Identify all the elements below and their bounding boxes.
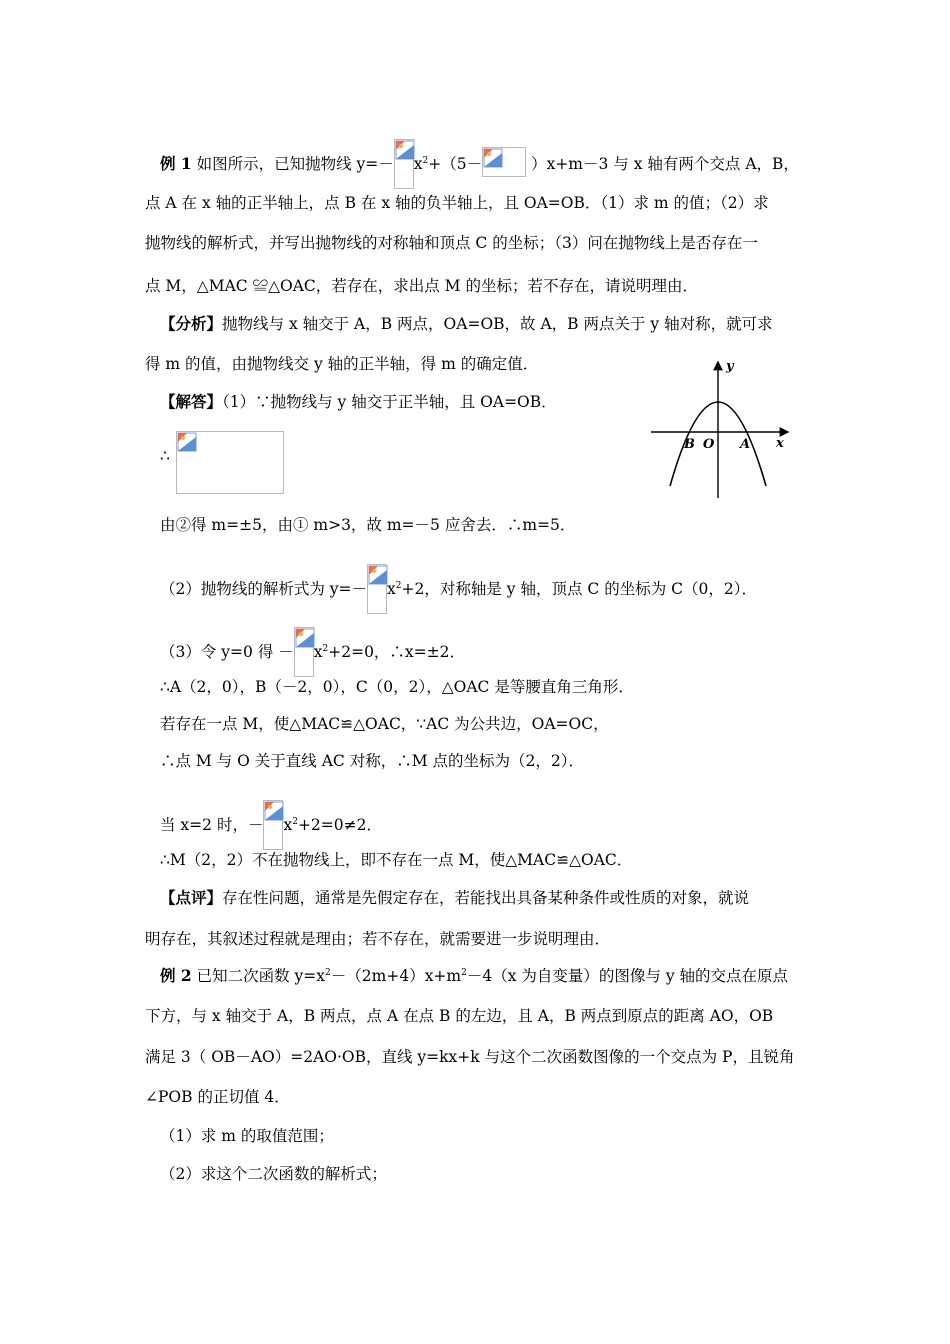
example1-label: 例 1 (160, 154, 192, 173)
analysis-tag: 【分析】 (160, 314, 223, 333)
review-tag: 【点评】 (160, 888, 223, 907)
example2-label: 例 2 (160, 966, 192, 985)
solution-line7: ∴点 M 与 O 关于直线 AC 对称，∴M 点的坐标为（2，2）． (160, 752, 584, 770)
x-axis-label: x (776, 436, 784, 451)
review-line1: 【点评】存在性问题，通常是先假定存在，若能找出具备某种条件或性质的对象，就说 (160, 888, 750, 907)
example2-line1: 例 2 已知二次函数 $y=x^2-(2m+4)x+m^2-4(x$ 为自变量）的图像与 y 轴的交点在原点 (160, 966, 789, 985)
example2-line2: 下方，与 x 轴交于 A，B 两点，点 A 在点 B 的左边，且 A，B 两点到原点的距离 AO，OB (145, 1007, 774, 1025)
analysis-line1: 【分析】抛物线与 x 轴交于 A，B 两点，OA=OB，故 A，B 两点关于 y 轴对称，就可求 (160, 314, 773, 333)
broken-image-icon (482, 147, 526, 177)
point-b-label: B (684, 437, 695, 452)
example2-line3: 满足 3（ OB－AO）=2AO·OB，直线 y=kx+k 与这个二次函数图像的一个交点为 P，且锐角 (145, 1048, 795, 1066)
broken-image-icon (263, 800, 283, 850)
example1-line4: 点 M，△MAC ≌△OAC，若存在，求出点 M 的坐标；若不存在，请说明理由． (145, 277, 698, 295)
example1-line2: 点 A 在 x 轴的正半轴上，点 B 在 x 轴的负半轴上，且 OA=OB．（1）求 m 的值；（2）求 (145, 194, 769, 212)
solution-line8: 当 x=2 时，－ $x^2+2=0\ne 2$． (160, 800, 825, 850)
origin-label: O (703, 437, 715, 452)
example2-question2: （2）求这个二次函数的解析式； (160, 1165, 387, 1183)
solution-line3: （2）抛物线的解析式为 y=－ $x^2+2$，对称轴是 y 轴，顶点 C 的坐标为 C（0，2）． (160, 564, 825, 614)
broken-image-icon (367, 564, 387, 614)
example2-line4: ∠POB 的正切值 4． (145, 1088, 290, 1106)
analysis-line2: 得 m 的值，由抛物线交 y 轴的正半轴，得 m 的确定值． (145, 355, 539, 373)
broken-image-icon (176, 431, 284, 494)
broken-image-icon (394, 139, 414, 189)
solution-line5: ∴A（2，0），B（－2，0），C（0，2），△OAC 是等腰直角三角形． (160, 678, 634, 696)
point-a-label: A (740, 437, 751, 452)
solution-line1: 【解答】（1）∵抛物线与 y 轴交于正半轴，且 OA=OB． (160, 392, 557, 411)
solution-line2: 由②得 m=±5，由① m>3，故 m=－5 应舍去．∴m=5． (160, 516, 576, 534)
broken-image-icon (294, 627, 314, 677)
therefore-symbol: ∴ (160, 447, 170, 465)
example1-line3: 抛物线的解析式，并写出抛物线的对称轴和顶点 C 的坐标；（3）问在抛物线上是否存在一 (145, 234, 758, 252)
example1-line1: 例 1 如图所示，已知抛物线 y=－ $x^2+(5-$ ）x+m－3 与 x 轴有两个交点 A，B， (160, 139, 825, 189)
solution-tag: 【解答】 (160, 392, 223, 411)
solution-line9: ∴M（2，2）不在抛物线上，即不存在一点 M，使△MAC≌△OAC． (160, 851, 633, 869)
solution-line4: （3）令 y=0 得 － $x^2+2=0$，∴x=±2． (160, 627, 825, 677)
example2-question1: （1）求 m 的取值范围； (160, 1127, 334, 1145)
review-line2: 明存在，其叙述过程就是理由；若不存在，就需要进一步说明理由． (145, 930, 611, 948)
parabola-graph (648, 356, 798, 506)
solution-line6: 若存在一点 M，使△MAC≌△OAC，∵AC 为公共边，OA=OC， (160, 715, 609, 733)
y-axis-label: y (726, 359, 734, 374)
